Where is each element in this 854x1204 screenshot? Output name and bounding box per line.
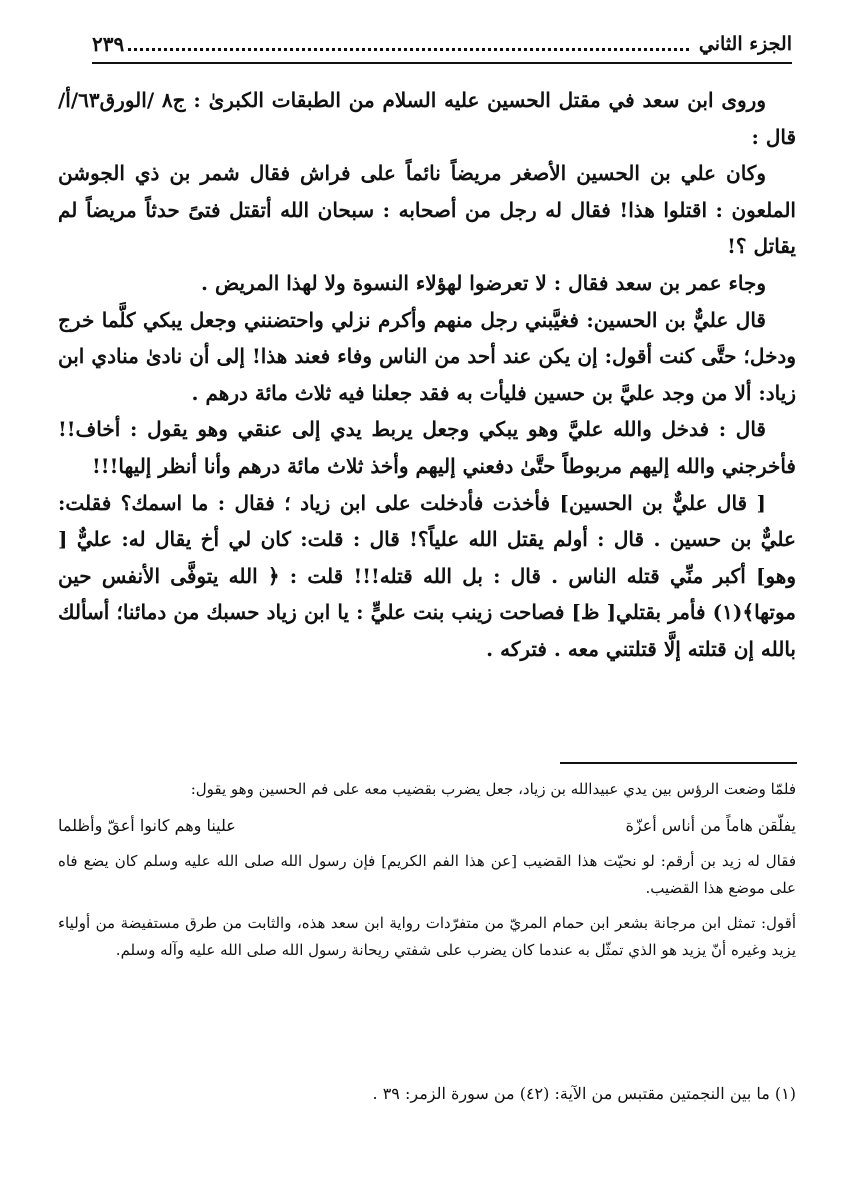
- verse-first-hemistich: يفلّقن هاماً من أناس أعزّة: [625, 815, 796, 835]
- paragraph-4: قال عليٌّ بن الحسين: فغيَّبني رجل منهم وأكرم نزلي واحتضنني وجعل يبكي كلَّما خرج ودخل؛ حتَّى كنت أقول: إن يكن عند أحد من الناس وفاء فعند هذا! إلى أن نادىٰ منادي ابن زياد: ألا من وجد عليَّ بن حسين فليأت به فقد جعلنا فيه ثلاث مائة درهم .: [58, 307, 796, 405]
- main-text: [58, 82, 796, 668]
- footnote-1: (١) ما بين النجمتين مقتبس من الآية: (٤٢) من سورة الزمر: ٣٩ .: [372, 1084, 796, 1103]
- header-left: [92, 32, 699, 56]
- paragraph-6: [ قال عليٌّ بن الحسين] فأخذت فأدخلت على ابن زياد ؛ فقال : ما اسمك؟ فقلت: عليٌّ بن حسين . قال : أولم يقتل الله علياً؟! قال : قلت: كان لي أخ يقال له: عليٌّ [ وهو] أكبر منِّي قتله الناس . قال : بل الله قتله!!! قلت : ﴿ الله يتوفَّى الأنفس حين موتها﴾(١) فأمر بقتلي[ ظ] فصاحت زينب بنت عليٍّ : يا ابن زياد حسبك من دمائنا؛ أسألك بالله إن قتلته إلَّا قتلتني معه . فتركه .: [58, 490, 796, 661]
- paragraph-1: وروى ابن سعد في مقتل الحسين عليه السلام من الطبقات الكبرىٰ : ج٨ /الورق٦٣/أ/قال :: [58, 88, 796, 149]
- margin-notes: [58, 776, 796, 972]
- paragraph-3: وجاء عمر بن سعد فقال : لا تعرضوا لهؤلاء النسوة ولا لهذا المريض .: [201, 270, 766, 295]
- page-header: [92, 26, 792, 64]
- note-zayd: فقال له زيد بن أرقم: لو نحيّت هذا القضيب [عن هذا الفم الكريم] فإن رسول الله صلى الله عليه وسلم كان يضع فاه على موضع هذا القضيب.: [58, 851, 796, 897]
- verse-second-hemistich: علينا وهم كانوا أعقّ وأظلما: [58, 815, 236, 835]
- note-author: أقول: تمثل ابن مرجانة بشعر ابن حمام المريّ من متفرّدات رواية ابن سعد هذه، والثابت من طرق مستفيضة من أولياء يزيد وغيره أنّ يزيد هو الذي تمثّل به عندما كان يضرب على شفتي ريحانة رسول الله صلى الله عليه وآله وسلم.: [58, 913, 796, 959]
- footnote-separator: [560, 762, 797, 764]
- page-number: ٢٣٩: [92, 32, 125, 56]
- poem-verse: [58, 811, 796, 841]
- paragraph-2: وكان علي بن الحسين الأصغر مريضاً نائماً على فراش فقال شمر بن ذي الجوشن الملعون : اقتلوا هذا! فقال له رجل من أصحابه : سبحان الله أتقتل فتىً حدثاً مريضاً لم يقاتل ؟!: [58, 161, 796, 259]
- note-intro: فلمّا وضعت الرؤس بين يدي عبيدالله بن زياد، جعل يضرب بقضيب معه على فم الحسين وهو يقول:: [190, 780, 796, 798]
- part-title: الجزء الثاني: [698, 33, 792, 55]
- paragraph-5: قال : فدخل والله عليَّ وهو يبكي وجعل يربط يدي إلى عنقي وهو يقول : أخاف!! فأخرجني والله إليهم مربوطاً حتَّىٰ دفعني إليهم وأخذ ثلاث مائة درهم وأنا أنظر إليها!!!: [58, 417, 796, 478]
- dotted-leader: [128, 38, 689, 51]
